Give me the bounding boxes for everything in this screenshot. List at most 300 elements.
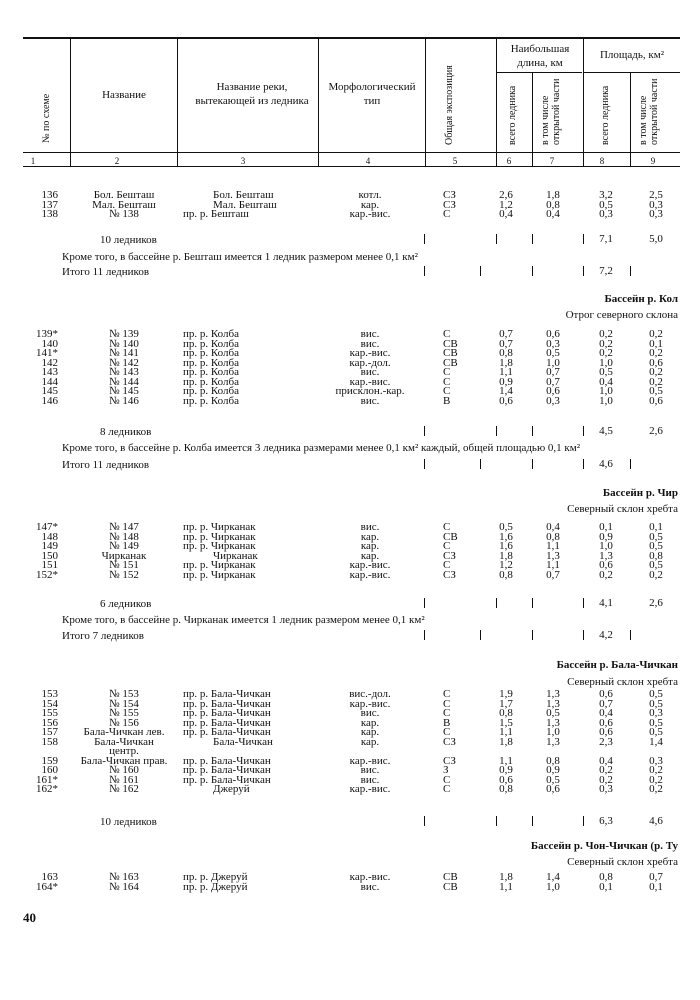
- table-cell: 139*: [36, 328, 58, 340]
- table-cell: 0,8: [546, 198, 560, 211]
- table-cell: 0,8: [649, 549, 663, 562]
- total-area: 7,2: [599, 265, 613, 277]
- table-cell: 159: [41, 754, 58, 767]
- table-cell: № 155: [109, 707, 139, 719]
- table-cell: 154: [41, 697, 58, 710]
- col-divider-7: [583, 37, 584, 166]
- table-cell: 136: [41, 189, 58, 201]
- table-cell: 0,5: [649, 716, 663, 729]
- table-cell: № 138: [109, 208, 139, 220]
- total-label: Итого 7 ледников: [62, 630, 144, 642]
- table-cell: 0,2: [649, 347, 663, 359]
- slope-heading: Северный склон хребта: [567, 856, 678, 868]
- table-cell: № 148: [109, 530, 139, 543]
- table-cell: 163: [41, 871, 58, 883]
- table-cell: 152*: [36, 568, 58, 581]
- table-cell: пр. р. Бала-Чичкан: [183, 726, 271, 738]
- table-cell: 155: [41, 707, 58, 719]
- table-cell: 0,8: [499, 568, 513, 581]
- table-cell: 1,0: [599, 540, 613, 552]
- table-cell: 0,9: [499, 375, 513, 388]
- column-bar: [496, 234, 497, 244]
- table-cell: 144: [41, 375, 58, 388]
- table-cell: 0,2: [599, 764, 613, 776]
- table-cell: пр. р. Джеруй: [183, 880, 248, 893]
- table-cell: пр. р. Бала-Чичкан: [183, 764, 271, 776]
- column-bar: [424, 459, 425, 469]
- table-cell: кар.: [360, 549, 380, 562]
- table-cell: 153: [41, 688, 58, 700]
- table-cell: пр. р. Бала-Чичкан: [183, 773, 271, 786]
- basin-note: Кроме того, в бассейне р. Колба имеется 3 ледника размерами менее 0,1 км² каждый, общей площадью 0,1 км²: [62, 442, 581, 454]
- subtotal-label: 6 ледников: [100, 598, 152, 610]
- table-cell: 1,3: [546, 549, 560, 562]
- table-cell: кар.-вис.: [349, 568, 391, 581]
- column-bar: [532, 459, 533, 469]
- table-cell: СВ: [443, 871, 458, 883]
- table-cell: кар.: [360, 198, 380, 211]
- column-number: 5: [452, 156, 458, 166]
- table-cell: кар.-вис.: [349, 871, 391, 883]
- table-cell: 0,7: [546, 375, 560, 388]
- table-cell: 0,3: [599, 783, 613, 795]
- table-cell: кар.-дол.: [349, 356, 391, 369]
- table-cell: вис.: [360, 366, 380, 378]
- column-bar: [424, 426, 425, 436]
- col-divider-3: [318, 37, 319, 166]
- subtotal-area: 4,1: [599, 597, 613, 609]
- table-cell: вис.: [360, 764, 380, 776]
- table-cell: СЗ: [443, 754, 456, 767]
- table-cell: 0,6: [546, 783, 560, 795]
- basin-heading: Бассейн р. Чон-Чичкан (р. Ту: [530, 840, 678, 852]
- column-bar: [424, 630, 425, 640]
- table-cell: СЗ: [443, 198, 456, 211]
- table-cell: 1,1: [499, 726, 513, 738]
- table-cell: 0,4: [546, 521, 560, 533]
- table-cell: 1,7: [499, 697, 513, 710]
- table-cell: 0,8: [499, 707, 513, 719]
- table-cell: 0,8: [599, 871, 613, 883]
- table-cell: 1,4: [546, 871, 560, 883]
- table-cell: 0,6: [499, 394, 513, 407]
- table-cell: С: [443, 726, 451, 738]
- table-cell: кар.-вис.: [349, 783, 391, 795]
- table-cell: С: [443, 385, 451, 397]
- table-cell: кар.: [360, 540, 380, 552]
- table-cell: 0,1: [599, 521, 613, 533]
- table-cell: № 160: [109, 764, 139, 776]
- table-cell: № 153: [109, 688, 139, 700]
- column-bar: [532, 630, 533, 640]
- table-cell: 0,6: [649, 394, 663, 407]
- column-number: 8: [599, 156, 605, 166]
- table-cell: 150: [41, 549, 58, 562]
- table-cell: 0,1: [649, 521, 663, 533]
- table-cell: 0,8: [546, 754, 560, 767]
- table-cell: СВ: [443, 530, 458, 543]
- table-cell: кар.-вис.: [349, 347, 391, 359]
- table-cell: Бол. Бешташ: [213, 189, 274, 201]
- table-cell: 1,1: [499, 366, 513, 378]
- table-cell: 141*: [36, 347, 58, 359]
- header-river: Название реки, вытекающей из ледника: [195, 81, 309, 107]
- table-cell: С: [443, 783, 451, 795]
- table-cell: кар.: [360, 726, 380, 738]
- column-bar: [424, 598, 425, 608]
- table-cell: 0,2: [649, 783, 663, 795]
- header-scheme-number: № по схеме: [41, 93, 52, 143]
- column-number: 2: [114, 156, 120, 166]
- table-cell: Бала-Чичкан лев.: [83, 726, 165, 738]
- subtotal-open-area: 5,0: [649, 233, 663, 245]
- table-cell: кар.-вис.: [349, 375, 391, 388]
- table-cell: 0,9: [546, 764, 560, 776]
- table-cell: 1,9: [499, 688, 513, 700]
- header-length-total: всего ледника: [507, 85, 518, 145]
- table-cell: 0,5: [649, 688, 663, 700]
- table-cell: 0,4: [499, 208, 513, 220]
- table-cell: 1,5: [499, 716, 513, 729]
- table-cell: С: [443, 559, 451, 571]
- slope-heading: Отрог северного склона: [565, 309, 678, 321]
- col-divider-8: [630, 72, 631, 166]
- table-cell: 1,3: [546, 735, 560, 748]
- column-bar: [532, 266, 533, 276]
- table-cell: 0,3: [546, 394, 560, 407]
- table-cell: 0,3: [649, 754, 663, 767]
- table-cell: кар.-вис.: [349, 559, 391, 571]
- table-cell: 1,0: [599, 356, 613, 369]
- column-bar: [424, 816, 425, 826]
- table-cell: 1,2: [499, 559, 513, 571]
- column-bar: [532, 816, 533, 826]
- table-cell: 0,3: [649, 707, 663, 719]
- table-cell: № 161: [109, 773, 139, 786]
- table-cell: № 162: [109, 783, 139, 795]
- table-cell: 1,1: [499, 880, 513, 893]
- table-cell: 1,0: [599, 385, 613, 397]
- column-bar: [583, 426, 584, 436]
- table-cell: 0,7: [546, 568, 560, 581]
- table-cell: 0,6: [649, 356, 663, 369]
- table-cell: котл.: [358, 189, 382, 201]
- column-bar: [496, 816, 497, 826]
- table-cell: вис.: [360, 773, 380, 786]
- table-cell: 0,5: [649, 559, 663, 571]
- table-cell: пр. р. Чирканак: [183, 530, 256, 543]
- table-cell: пр. р. Чирканак: [183, 540, 256, 552]
- table-cell: 1,0: [546, 356, 560, 369]
- subtotal-label: 8 ледников: [100, 426, 152, 438]
- table-cell: 1,6: [499, 540, 513, 552]
- column-number: 3: [240, 156, 246, 166]
- table-cell: 0,7: [599, 697, 613, 710]
- table-cell: 0,7: [499, 337, 513, 350]
- table-cell: 3,2: [599, 189, 613, 201]
- table-cell: кар.: [360, 716, 380, 729]
- table-cell: № 149: [109, 540, 139, 552]
- table-cell: пр. р. Колба: [183, 385, 239, 397]
- column-number: 1: [30, 156, 36, 166]
- table-cell: С: [443, 688, 451, 700]
- table-cell: 0,4: [546, 208, 560, 220]
- col-divider-5: [496, 37, 497, 166]
- basin-heading: Бассейн р. Бала-Чичкан: [556, 659, 678, 671]
- table-cell: 1,3: [546, 688, 560, 700]
- table-cell: 0,5: [499, 521, 513, 533]
- table-cell: № 140: [109, 337, 139, 350]
- table-cell: Бала-Чичкан: [94, 735, 154, 748]
- table-cell: 0,8: [546, 530, 560, 543]
- column-number: 4: [365, 156, 371, 166]
- table-cell: 0,2: [599, 773, 613, 786]
- table-cell: № 139: [109, 328, 139, 340]
- table-cell: 1,8: [499, 549, 513, 562]
- table-cell: кар.: [360, 530, 380, 543]
- table-cell: пр. р. Колба: [183, 356, 239, 369]
- table-cell: 0,5: [649, 385, 663, 397]
- table-cell: С: [443, 328, 451, 340]
- table-cell: 164*: [36, 880, 58, 893]
- table-cell: 0,5: [649, 530, 663, 543]
- table-cell: 146: [41, 394, 58, 407]
- table-cell: 2,5: [649, 189, 663, 201]
- col-divider-1: [70, 37, 71, 166]
- table-cell: 0,8: [499, 783, 513, 795]
- table-cell: 137: [41, 198, 58, 211]
- subtotal-open-area: 2,6: [649, 597, 663, 609]
- table-cell: 1,1: [499, 754, 513, 767]
- table-cell: СВ: [443, 337, 458, 350]
- column-bar: [496, 426, 497, 436]
- table-cell: Чирканак: [101, 549, 147, 562]
- total-label: Итого 11 ледников: [62, 266, 150, 278]
- table-cell: 0,2: [599, 568, 613, 581]
- table-cell: кар.: [360, 735, 380, 748]
- table-cell: 140: [41, 337, 58, 350]
- subtotal-area: 4,5: [599, 425, 613, 437]
- table-cell: 0,2: [599, 328, 613, 340]
- table-cell: 1,0: [546, 726, 560, 738]
- table-cell: 0,6: [599, 688, 613, 700]
- slope-heading: Северный склон хребта: [567, 676, 678, 688]
- column-bar: [583, 816, 584, 826]
- header-name: Название: [102, 89, 146, 101]
- table-cell: вис.-дол.: [349, 688, 391, 700]
- table-cell: 0,6: [499, 773, 513, 786]
- basin-note: Кроме того, в бассейне р. Бешташ имеется 1 ледник размером менее 0,1 км²: [62, 251, 418, 263]
- column-bar: [630, 630, 631, 640]
- table-cell: № 151: [109, 559, 139, 571]
- table-cell: 0,5: [599, 366, 613, 378]
- table-cell: 1,8: [546, 189, 560, 201]
- table-cell: № 143: [109, 366, 139, 378]
- table-cell: Мал. Бешташ: [92, 198, 156, 211]
- table-cell: вис.: [360, 707, 380, 719]
- table-cell: центр.: [109, 745, 139, 757]
- table-cell: С: [443, 366, 451, 378]
- total-area: 4,2: [599, 629, 613, 641]
- total-area: 4,6: [599, 458, 613, 470]
- table-cell: кар.-вис.: [349, 754, 391, 767]
- table-cell: З: [443, 764, 449, 776]
- table-cell: 148: [41, 530, 58, 543]
- table-cell: 0,4: [599, 754, 613, 767]
- basin-note: Кроме того, в бассейне р. Чирканак имеется 1 ледник размером менее 0,1 км²: [62, 614, 425, 626]
- table-cell: В: [443, 716, 451, 729]
- table-cell: пр. р. Бала-Чичкан: [183, 697, 271, 710]
- subtotal-open-area: 2,6: [649, 425, 663, 437]
- page-number: 40: [23, 910, 36, 925]
- table-cell: № 154: [109, 697, 139, 710]
- table-cell: Джеруй: [213, 783, 250, 795]
- table-cell: 0,3: [649, 198, 663, 211]
- subheader-rule-length: [496, 72, 582, 73]
- table-cell: С: [443, 208, 451, 220]
- table-cell: 0,2: [649, 375, 663, 388]
- table-cell: пр. р. Чирканак: [183, 559, 256, 571]
- table-cell: 1,8: [499, 356, 513, 369]
- table-cell: 0,9: [499, 764, 513, 776]
- col-divider-6: [532, 72, 533, 166]
- table-cell: вис.: [360, 880, 380, 893]
- table-cell: 0,3: [649, 208, 663, 220]
- table-cell: пр. р. Бала-Чичкан: [183, 754, 271, 767]
- table-cell: С: [443, 707, 451, 719]
- table-cell: 0,5: [546, 773, 560, 786]
- table-cell: № 152: [109, 568, 139, 581]
- header-morph-type: Морфологический тип: [328, 81, 416, 107]
- table-cell: № 147: [109, 521, 139, 533]
- table-cell: пр. р. Колба: [183, 328, 239, 340]
- table-cell: 138: [41, 208, 58, 220]
- table-cell: 142: [41, 356, 58, 369]
- table-cell: 160: [41, 764, 58, 776]
- table-cell: В: [443, 394, 451, 407]
- subtotal-label: 10 ледников: [100, 234, 157, 246]
- table-cell: 0,4: [599, 375, 613, 388]
- total-label: Итого 11 ледников: [62, 459, 150, 471]
- table-cell: Бала-Чичкан прав.: [80, 754, 168, 767]
- table-cell: 161*: [36, 773, 58, 786]
- table-cell: № 164: [109, 880, 139, 893]
- table-cell: 0,1: [599, 880, 613, 893]
- table-cell: Бала-Чичкан: [213, 735, 273, 748]
- table-cell: 143: [41, 366, 58, 378]
- header-bottom-rule: [23, 152, 680, 153]
- table-cell: 162*: [36, 783, 58, 795]
- header-length-open: в том числе открытой части: [540, 78, 562, 145]
- table-cell: С: [443, 540, 451, 552]
- table-cell: 1,3: [546, 716, 560, 729]
- table-cell: пр. р. Бала-Чичкан: [183, 688, 271, 700]
- table-cell: вис.: [360, 337, 380, 350]
- column-bar: [630, 266, 631, 276]
- column-bar: [480, 459, 481, 469]
- table-cell: Мал. Бешташ: [213, 198, 277, 211]
- column-numbers-rule: [23, 166, 680, 167]
- table-cell: Бол. Бешташ: [93, 189, 155, 201]
- subtotal-area: 6,3: [599, 815, 613, 827]
- subheader-rule-area: [583, 72, 680, 73]
- column-bar: [496, 598, 497, 608]
- table-cell: 2,6: [499, 189, 513, 201]
- table-cell: № 144: [109, 375, 139, 388]
- table-cell: С: [443, 375, 451, 388]
- table-cell: 0,1: [649, 337, 663, 350]
- table-cell: пр. р. Колба: [183, 347, 239, 359]
- header-length-group: Наибольшая длина, км: [510, 43, 570, 69]
- table-cell: 0,5: [649, 697, 663, 710]
- table-cell: 1,0: [599, 394, 613, 407]
- column-bar: [583, 234, 584, 244]
- table-cell: 0,4: [599, 707, 613, 719]
- table-cell: СЗ: [443, 549, 456, 562]
- column-bar: [532, 598, 533, 608]
- table-cell: С: [443, 697, 451, 710]
- table-cell: 1,6: [499, 530, 513, 543]
- table-cell: пр. р. Чирканак: [183, 521, 256, 533]
- table-cell: 2,3: [599, 735, 613, 748]
- table-cell: 0,7: [649, 871, 663, 883]
- column-number: 7: [549, 156, 555, 166]
- table-cell: 145: [41, 385, 58, 397]
- table-cell: вис.: [360, 521, 380, 533]
- table-cell: № 156: [109, 716, 139, 729]
- table-cell: 158: [41, 735, 58, 748]
- basin-heading: Бассейн р. Кол: [604, 293, 678, 305]
- table-cell: пр. р. Бала-Чичкан: [183, 707, 271, 719]
- header-area-open: в том числе открытой части: [638, 78, 660, 145]
- table-cell: 0,2: [649, 764, 663, 776]
- table-cell: СЗ: [443, 735, 456, 748]
- table-cell: пр. р. Бешташ: [183, 208, 249, 220]
- table-cell: 0,2: [649, 773, 663, 786]
- table-cell: пр. р. Колба: [183, 366, 239, 378]
- basin-heading: Бассейн р. Чир: [602, 487, 678, 499]
- table-cell: СЗ: [443, 189, 456, 201]
- table-cell: 1,1: [546, 559, 560, 571]
- table-cell: С: [443, 773, 451, 786]
- column-bar: [424, 266, 425, 276]
- table-cell: 149: [41, 540, 58, 552]
- table-cell: 1,0: [546, 880, 560, 893]
- table-cell: 0,2: [599, 347, 613, 359]
- table-cell: 0,6: [599, 559, 613, 571]
- table-cell: 1,4: [499, 385, 513, 397]
- table-cell: 0,2: [649, 568, 663, 581]
- header-area-total: всего ледника: [600, 85, 611, 145]
- subtotal-label: 10 ледников: [100, 816, 157, 828]
- table-cell: 151: [41, 559, 58, 571]
- table-cell: 1,2: [499, 198, 513, 211]
- table-cell: 0,6: [546, 328, 560, 340]
- table-cell: 0,2: [649, 328, 663, 340]
- column-bar: [532, 234, 533, 244]
- table-cell: 1,8: [499, 871, 513, 883]
- table-cell: 0,5: [546, 347, 560, 359]
- table-cell: 156: [41, 716, 58, 729]
- table-cell: 0,6: [546, 385, 560, 397]
- header-exposure: Общая экспозиция: [444, 65, 455, 145]
- column-bar: [583, 266, 584, 276]
- table-cell: 0,5: [599, 198, 613, 211]
- table-cell: 0,1: [649, 880, 663, 893]
- table-cell: 0,3: [546, 337, 560, 350]
- column-bar: [583, 598, 584, 608]
- table-cell: кар.-вис.: [349, 697, 391, 710]
